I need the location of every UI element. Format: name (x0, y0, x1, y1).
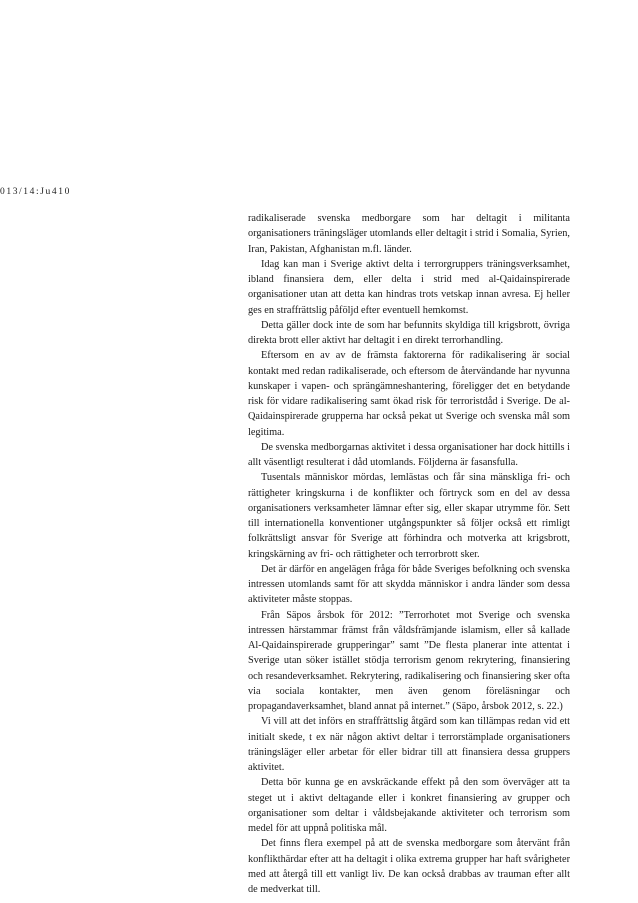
paragraph: Idag kan man i Sverige aktivt delta i terrorgruppers träningsverksamhet, ibland finansiera dem, eller delta i strid med al-Qaidainspirerade organisationer utan att detta kan hindras trots vetskap innan avresa. Ej heller ges en straffrättslig påföljd efter eventuell hemkomst. (248, 258, 570, 316)
paragraph: Vi vill att det införs en straffrättslig åtgärd som kan tillämpas redan vid ett initialt skede, t ex när någon aktivt deltar i terrorstämplade organisationers träningsläger eller arbetar för eller bidrar till att finansiera dessa gruppers aktivitet. (248, 716, 570, 773)
paragraph: Från Säpos årsbok för 2012: ”Terrorhotet mot Sverige och svenska intressen härstammar främst från våldsfrämjande islamism, eller så kallade Al-Qaidainspirerade grupperingar” samt ”De flesta planerar inte attentat i Sverige utan söker istället stödja terrorism genom rekrytering, finansiering och resandeverksamhet. Rekrytering, radikalisering och finansiering sker ofta via sociala kontakter, men även genom föreläsningar och propagandaverksamhet, bland annat på internet.” (Säpo, årsbok 2012, s. 22.) (248, 609, 570, 712)
document-reference-code: 013/14:Ju410 (0, 187, 71, 197)
paragraph: De svenska medborgarnas aktivitet i dessa organisationer har dock hittills i allt väsentligt resulterat i dåd utomlands. Följderna är fasansfulla. (248, 441, 570, 468)
paragraph: radikaliserade svenska medborgare som har deltagit i militanta organisationers träningsläger utomlands eller deltagit i strid i Somalia, Syrien, Iran, Pakistan, Afghanistan m.fl. länder. (248, 213, 570, 255)
document-body (248, 211, 570, 897)
paragraph: Detta gäller dock inte de som har befunnits skyldiga till krigsbrott, övriga direkta brott eller aktivt har deltagit i en direkt terrorhandling. (248, 319, 570, 346)
paragraph: Det är därför en angelägen fråga för både Sveriges befolkning och svenska intressen utomlands samt för att skydda människor i andra länder som dessa aktiviteter måste stoppas. (248, 563, 570, 606)
paragraph: Det finns flera exempel på att de svenska medborgare som återvänt från konflikthärdar efter att ha deltagit i olika extrema grupper har haft svårigheter med att återgå till ett vanligt liv. De kan också drabbas av trauman efter allt de medverkat till. (248, 838, 570, 895)
paragraph: Tusentals människor mördas, lemlästas och får sina mänskliga fri- och rättigheter kringskurna i de konflikter och förtryck som en del av dessa organisationers verksamheter lämnar efter sig, eller skapar utrymme för. Sett till internationella konventioner utgångspunkter så följer också ett rimligt folkrättsligt ansvar för Sverige att förhindra och motverka att krigsbrott, kringskärning av fri- och rättigheter och terrorbrott sker. (248, 472, 570, 560)
paragraph: Eftersom en av av de främsta faktorerna för radikalisering är social kontakt med redan radikaliserade, och eftersom de återvändande har nyvunna kunskaper i vapen- och sprängämneshantering, föreligger det en betydande risk för vidare radikalisering samt ökad risk för terroristdåd i Sverige. De al-Qaidainspirerade grupperna har också pekat ut Sverige och svenska mål som legitima. (248, 350, 570, 438)
paragraph: Detta bör kunna ge en avskräckande effekt på den som överväger att ta steget ut i aktivt deltagande eller i konkret finansiering av grupper och organisationer som deltar i våldsbejakande aktiviteter och terrorism som medel för att uppnå politiska mål. (248, 777, 570, 834)
